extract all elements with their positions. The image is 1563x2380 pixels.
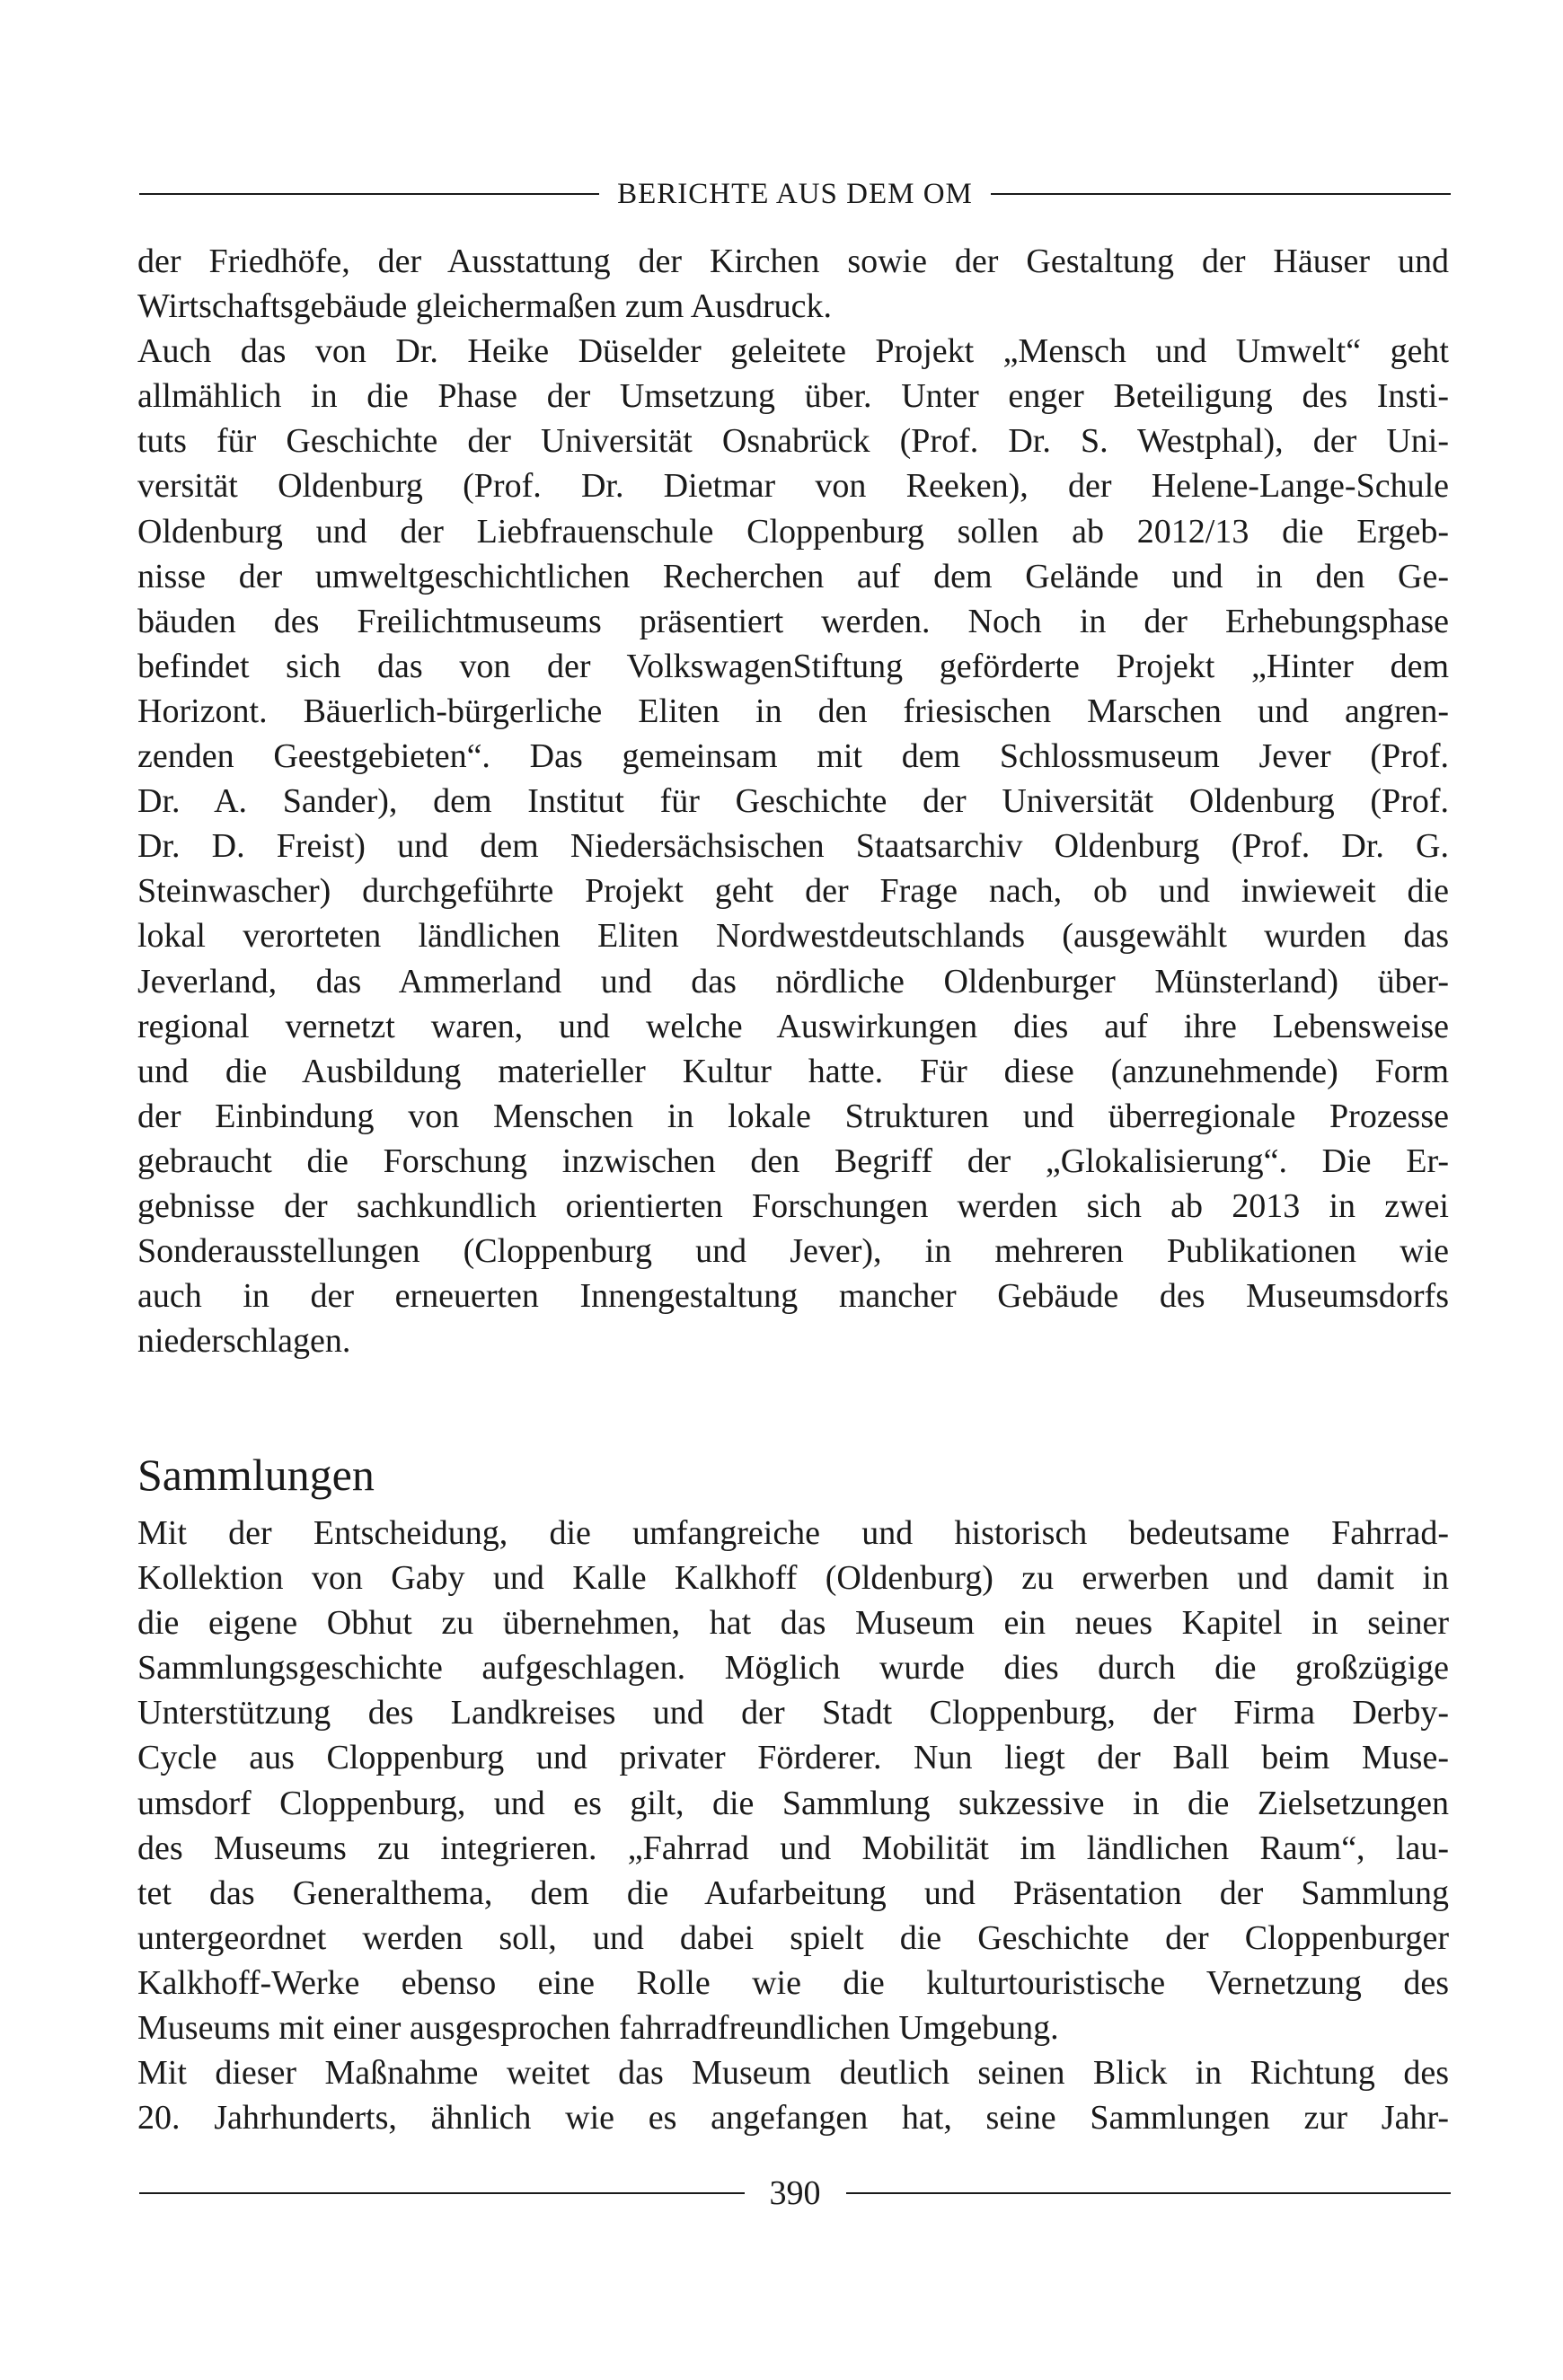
page-footer — [139, 2173, 1451, 2213]
footer-rule-right — [846, 2192, 1452, 2194]
text-line: lokal verorteten ländlichen Eliten Nordwestdeutschlands (ausgewählt wurden das — [137, 917, 1449, 956]
text-line: Cycle aus Cloppenburg und privater Förderer. Nun liegt der Ball beim Muse- — [137, 1739, 1449, 1777]
text-line: der Einbindung von Menschen in lokale Strukturen und überregionale Prozesse — [137, 1097, 1449, 1135]
text-line: Oldenburg und der Liebfrauenschule Cloppenburg sollen ab 2012/13 die Ergeb- — [137, 512, 1449, 551]
section-heading: Sammlungen — [137, 1450, 375, 1500]
text-line: und die Ausbildung materieller Kultur hatte. Für diese (anzunehmende) Form — [137, 1052, 1449, 1090]
text-line: gebnisse der sachkundlich orientierten Forschungen werden sich ab 2013 in zwei — [137, 1186, 1449, 1225]
text-line: Kalkhoff-Werke ebenso eine Rolle wie die kulturtouristische Vernetzung des — [137, 1963, 1449, 2002]
running-head — [139, 176, 1451, 212]
text-line: gebraucht die Forschung inzwischen den Begriff der „Glokalisierung“. Die Er- — [137, 1142, 1449, 1180]
text-line: Steinwascher) durchgeführte Projekt geht der Frage nach, ob und inwieweit die — [137, 872, 1449, 911]
running-head-title: BERICHTE AUS DEM OM — [617, 178, 973, 210]
text-line: Kollektion von Gaby und Kalle Kalkhoff (Oldenburg) zu erwerben und damit in — [137, 1559, 1449, 1598]
text-line: nisse der umweltgeschichtlichen Recherchen auf dem Gelände und in den Ge- — [137, 557, 1449, 595]
text-line: allmählich in die Phase der Umsetzung über. Unter enger Beteiligung des Insti- — [137, 377, 1449, 416]
text-line: zenden Geestgebieten“. Das gemeinsam mit dem Schlossmuseum Jever (Prof. — [137, 737, 1449, 776]
text-line: bäuden des Freilichtmuseums präsentiert werden. Noch in der Erhebungsphase — [137, 602, 1449, 640]
text-line: versität Oldenburg (Prof. Dr. Dietmar von Reeken), der Helene-Lange-Schule — [137, 467, 1449, 506]
text-line: auch in der erneuerten Innengestaltung mancher Gebäude des Museumsdorfs — [137, 1277, 1449, 1316]
text-line: Jeverland, das Ammerland und das nördliche Oldenburger Münsterland) über- — [137, 962, 1449, 1000]
page-number: 390 — [769, 2174, 821, 2212]
text-line: der Friedhöfe, der Ausstattung der Kirchen sowie der Gestaltung der Häuser und — [137, 242, 1449, 280]
header-rule-left — [139, 193, 599, 195]
text-line: niederschlagen. — [137, 1322, 351, 1361]
text-line: Mit dieser Maßnahme weitet das Museum deutlich seinen Blick in Richtung des — [137, 2054, 1449, 2093]
text-line: Dr. A. Sander), dem Institut für Geschichte der Universität Oldenburg (Prof. — [137, 782, 1449, 821]
text-line: tuts für Geschichte der Universität Osnabrück (Prof. Dr. S. Westphal), der Uni- — [137, 422, 1449, 461]
body-text-upper — [137, 239, 1449, 1363]
header-rule-right — [991, 193, 1451, 195]
text-line: befindet sich das von der VolkswagenStiftung geförderte Projekt „Hinter dem — [137, 647, 1449, 685]
text-line: Horizont. Bäuerlich-bürgerliche Eliten in den friesischen Marschen und angren- — [137, 692, 1449, 730]
body-text-lower — [137, 1511, 1449, 2140]
text-line: Sammlungsgeschichte aufgeschlagen. Möglich wurde dies durch die großzügige — [137, 1649, 1449, 1688]
text-line: des Museums zu integrieren. „Fahrrad und Mobilität im ländlichen Raum“, lau- — [137, 1829, 1449, 1867]
footer-rule-left — [139, 2192, 745, 2194]
text-line: umsdorf Cloppenburg, und es gilt, die Sammlung sukzessive in die Zielsetzungen — [137, 1784, 1449, 1822]
text-line: tet das Generalthema, dem die Aufarbeitung und Präsentation der Sammlung — [137, 1873, 1449, 1912]
text-line: Wirtschaftsgebäude gleichermaßen zum Ausdruck. — [137, 287, 832, 326]
text-line: die eigene Obhut zu übernehmen, hat das Museum ein neues Kapitel in seiner — [137, 1604, 1449, 1643]
text-line: untergeordnet werden soll, und dabei spielt die Geschichte der Cloppenburger — [137, 1918, 1449, 1957]
text-line: Museums mit einer ausgesprochen fahrradfreundlichen Umgebung. — [137, 2009, 1059, 2048]
text-line: Sonderausstellungen (Cloppenburg und Jever), in mehreren Publikationen wie — [137, 1232, 1449, 1271]
text-line: regional vernetzt waren, und welche Auswirkungen dies auf ihre Lebensweise — [137, 1007, 1449, 1045]
text-line: Dr. D. Freist) und dem Niedersächsischen Staatsarchiv Oldenburg (Prof. Dr. G. — [137, 827, 1449, 866]
text-line: Unterstützung des Landkreises und der Stadt Cloppenburg, der Firma Derby- — [137, 1694, 1449, 1732]
text-line: 20. Jahrhunderts, ähnlich wie es angefangen hat, seine Sammlungen zur Jahr- — [137, 2099, 1449, 2138]
text-line: Auch das von Dr. Heike Düselder geleitete Projekt „Mensch und Umwelt“ geht — [137, 332, 1449, 371]
text-line: Mit der Entscheidung, die umfangreiche und historisch bedeutsame Fahrrad- — [137, 1514, 1449, 1552]
